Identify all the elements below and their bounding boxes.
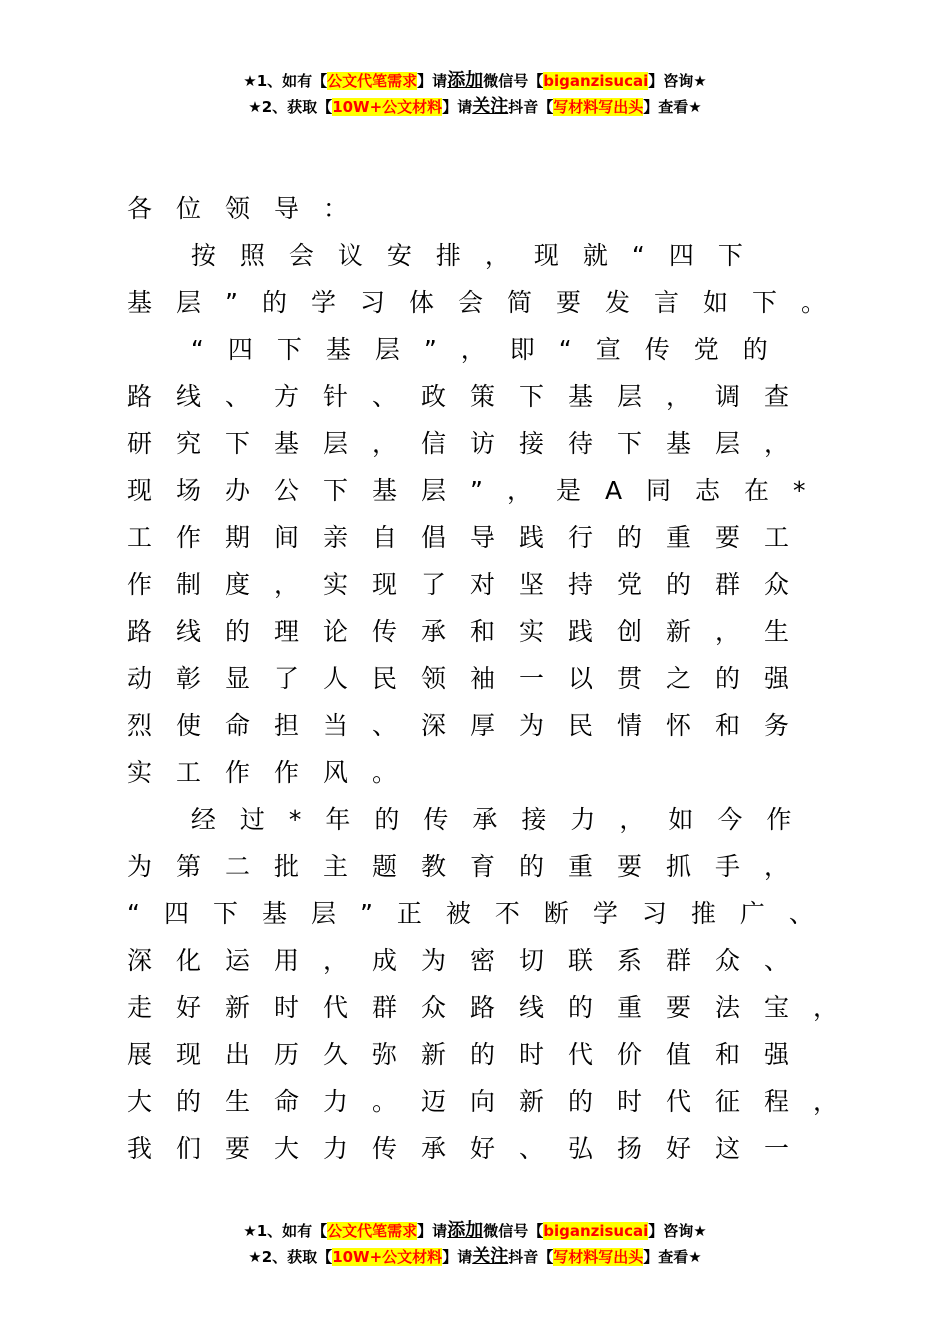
promo-text: 】请	[417, 72, 448, 90]
body-line: 经过*年的传承接力，如今作	[127, 805, 816, 834]
promo-text: 】请	[442, 1248, 473, 1266]
promo-highlight: 公文代笔需求	[327, 1222, 418, 1240]
promo-text: 】请	[417, 1222, 448, 1240]
body-line: 作制度，实现了对坚持党的群众	[127, 570, 814, 599]
body-line: 基层”的学习体会简要发言如下。	[127, 288, 850, 317]
promo-text: 】咨询★	[648, 1222, 707, 1240]
promo-highlight: 10W+公文材料	[332, 98, 443, 116]
promo-text: ★2、获取【	[248, 1248, 333, 1266]
promo-text: ★2、获取【	[248, 98, 333, 116]
body-line: 大的生命力。迈向新的时代征程，	[127, 1087, 863, 1116]
body-line: “四下基层”，即“宣传党的	[127, 335, 792, 364]
promo-line-1	[0, 68, 950, 94]
body-line: 工作期间亲自倡导践行的重要工	[127, 523, 814, 552]
body-line: 我们要大力传承好、弘扬好这一	[127, 1134, 814, 1163]
promo-banner-bottom	[0, 1218, 950, 1270]
body-line: “四下基层”正被不断学习推广、	[127, 899, 838, 928]
promo-text: 】咨询★	[648, 72, 707, 90]
promo-text: 抖音【	[508, 98, 554, 116]
promo-text: 】查看★	[643, 1248, 702, 1266]
promo-highlight: 写材料写出头	[553, 98, 644, 116]
body-line: 为第二批主题教育的重要抓手，	[127, 852, 814, 881]
body-line: 实工作作风。	[127, 758, 422, 787]
promo-emphasis: 添加	[447, 70, 484, 91]
promo-highlight: 写材料写出头	[553, 1248, 644, 1266]
promo-banner-top	[0, 68, 950, 120]
speech-body	[127, 185, 867, 1172]
body-line: 展现出历久弥新的时代价值和强	[127, 1040, 814, 1069]
body-line: 深化运用，成为密切联系群众、	[127, 946, 814, 975]
body-line: 路线的理论传承和实践创新，生	[127, 617, 814, 646]
promo-text: 】查看★	[643, 98, 702, 116]
body-line: 现场办公下基层”，是A同志在*	[127, 476, 830, 505]
promo-emphasis: 关注	[472, 1246, 509, 1267]
body-line: 烈使命担当、深厚为民情怀和务	[127, 711, 814, 740]
promo-highlight: 10W+公文材料	[332, 1248, 443, 1266]
promo-line-1	[0, 1218, 950, 1244]
promo-highlight: biganzisucai	[543, 1222, 649, 1240]
promo-line-2	[0, 94, 950, 120]
body-line: 动彰显了人民领袖一以贯之的强	[127, 664, 814, 693]
promo-text: 抖音【	[508, 1248, 554, 1266]
promo-text: ★1、如有【	[243, 1222, 328, 1240]
body-line: 研究下基层，信访接待下基层，	[127, 429, 814, 458]
body-line: 按照会议安排，现就“四下	[127, 241, 767, 270]
body-line: 路线、方针、政策下基层，调查	[127, 382, 814, 411]
promo-emphasis: 关注	[472, 96, 509, 117]
promo-text: 微信号【	[483, 72, 544, 90]
promo-highlight: biganzisucai	[543, 72, 649, 90]
body-line: 走好新时代群众路线的重要法宝，	[127, 993, 863, 1022]
promo-text: ★1、如有【	[243, 72, 328, 90]
promo-text: 】请	[442, 98, 473, 116]
body-line: 各位领导：	[127, 194, 373, 223]
promo-highlight: 公文代笔需求	[327, 72, 418, 90]
promo-line-2	[0, 1244, 950, 1270]
promo-emphasis: 添加	[447, 1220, 484, 1241]
promo-text: 微信号【	[483, 1222, 544, 1240]
